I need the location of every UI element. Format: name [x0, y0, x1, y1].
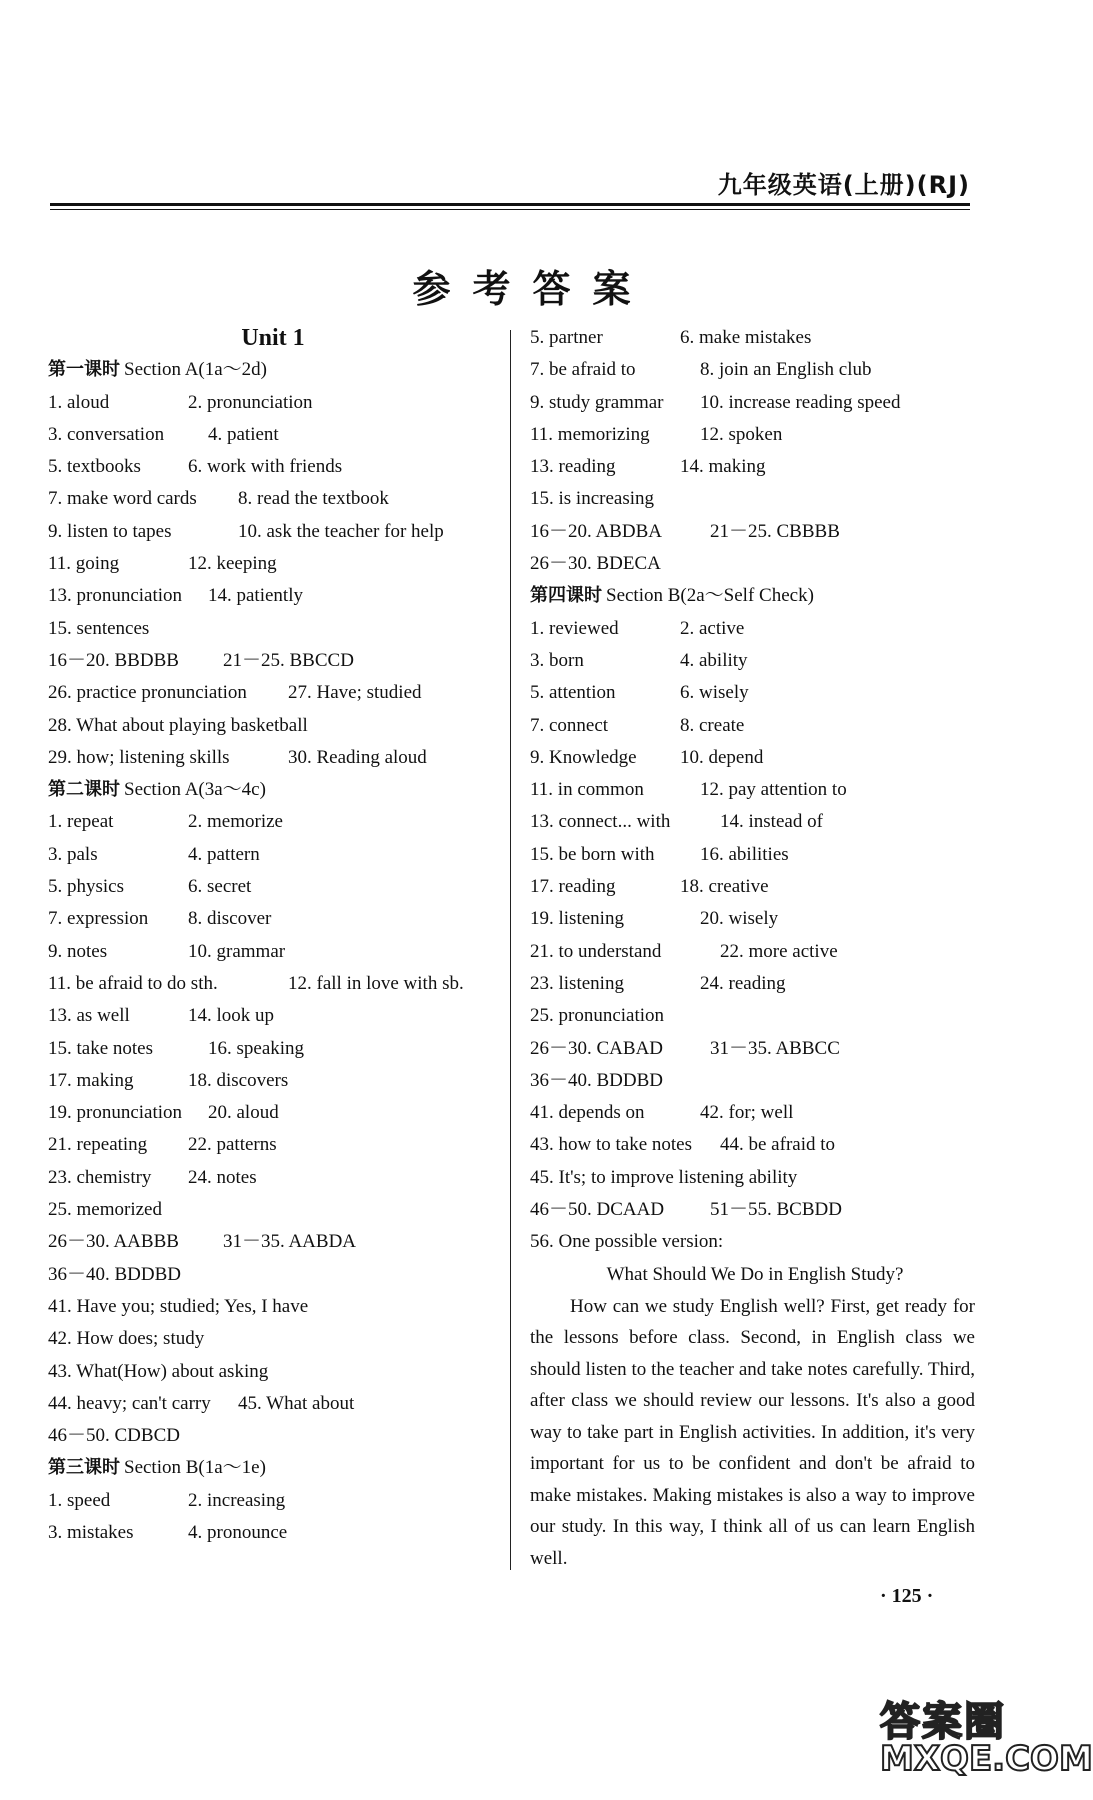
answer-item: 6. work with friends: [188, 456, 343, 478]
answer-item: 14. patiently: [208, 585, 303, 607]
section-label: 第一课时: [48, 359, 120, 381]
answer-item: 46－50. DCAAD: [530, 1199, 665, 1221]
answer-row: [48, 483, 498, 515]
answer-item: 11. in common: [530, 779, 644, 801]
answer-row: [48, 871, 498, 903]
answer-row: [530, 1065, 980, 1097]
answer-row: [48, 613, 498, 645]
answer-item: 22. more active: [720, 940, 838, 962]
answer-item: 56. One possible version:: [530, 1231, 724, 1253]
answer-item: 45. What about: [238, 1392, 355, 1414]
answer-item: 5. partner: [530, 327, 603, 348]
answer-item: 18. creative: [680, 876, 769, 898]
answer-row: [48, 839, 498, 871]
answer-item: 1. reviewed: [530, 617, 619, 639]
answer-item: 42. for; well: [700, 1102, 794, 1124]
answer-row: [48, 742, 498, 774]
answer-item: 43. What(How) about asking: [48, 1360, 269, 1382]
answer-row: [48, 387, 498, 419]
answer-item: 13. as well: [48, 1005, 130, 1027]
left-column: [48, 322, 498, 1549]
answer-item: 21－25. CBBBB: [710, 520, 840, 542]
answer-item: 4. pronounce: [188, 1521, 288, 1543]
answer-item: 22. patterns: [188, 1134, 277, 1156]
section-text: Section B(2a～Self Check): [606, 585, 814, 607]
answer-row: [48, 1356, 498, 1388]
answer-item: 12. spoken: [700, 423, 783, 445]
answer-item: 21. repeating: [48, 1134, 148, 1156]
answer-item: 11. be afraid to do sth.: [48, 972, 218, 994]
answer-item: 6. wisely: [680, 682, 749, 704]
answer-item: 1. repeat: [48, 811, 114, 833]
answer-item: 2. active: [680, 617, 745, 639]
section-label: 第二课时: [48, 779, 120, 801]
answer-row: [48, 451, 498, 483]
book-title: 九年级英语(上册)(RJ): [717, 171, 970, 199]
column-divider: [510, 330, 511, 1570]
answer-row: [530, 1162, 980, 1194]
answer-item: 14. look up: [188, 1005, 275, 1027]
answer-row: [48, 1323, 498, 1355]
answer-row: [530, 871, 980, 903]
answer-item: 9. listen to tapes: [48, 520, 172, 542]
answer-item: 4. patient: [208, 423, 279, 445]
section-text: Section A(3a～4c): [124, 779, 266, 801]
watermark-top: 答案圈: [880, 1699, 1006, 1745]
answer-item: 51－55. BCBDD: [710, 1199, 842, 1221]
answer-item: 30. Reading aloud: [288, 746, 427, 768]
answer-item: 9. Knowledge: [530, 746, 637, 768]
answer-item: 27. Have; studied: [288, 682, 422, 704]
answer-item: 3. conversation: [48, 423, 165, 445]
answer-item: 16－20. ABDBA: [530, 520, 662, 542]
watermark-logo: [880, 1690, 1093, 1795]
answer-row: [48, 806, 498, 838]
answer-item: 5. textbooks: [48, 456, 141, 478]
answer-row: [48, 1420, 498, 1452]
answer-item: 16. abilities: [700, 843, 789, 865]
answer-item: 9. study grammar: [530, 391, 664, 413]
answer-row: [48, 419, 498, 451]
answer-item: 7. be afraid to: [530, 359, 636, 381]
answer-row: [48, 1065, 498, 1097]
answer-row: [530, 483, 980, 515]
answer-item: 7. connect: [530, 714, 609, 736]
answer-item: 5. physics: [48, 876, 124, 898]
answer-item: 21－25. BBCCD: [223, 649, 354, 671]
answer-row: [48, 903, 498, 935]
section-text: Section A(1a～2d): [124, 359, 268, 381]
answer-item: 7. expression: [48, 908, 149, 930]
answer-item: 13. reading: [530, 456, 616, 478]
answer-row: [530, 387, 980, 419]
answer-item: 17. reading: [530, 876, 616, 898]
answer-row: [48, 645, 498, 677]
answer-row: [530, 968, 980, 1000]
page-title: 参考答案: [412, 267, 653, 311]
answer-item: 1. speed: [48, 1489, 111, 1511]
answer-item: 3. pals: [48, 843, 98, 865]
unit-heading: Unit 1: [241, 325, 305, 351]
answer-row: [48, 1226, 498, 1258]
answer-row: [530, 1226, 980, 1258]
answer-row: [48, 516, 498, 548]
answer-item: 13. connect... with: [530, 811, 671, 833]
answer-row: [48, 1097, 498, 1129]
answer-row: [48, 1388, 498, 1420]
answer-item: 29. how; listening skills: [48, 746, 230, 768]
answer-item: 28. What about playing basketball: [48, 714, 308, 736]
answer-item: 20. wisely: [700, 908, 779, 930]
answer-item: 15. be born with: [530, 843, 655, 865]
answer-item: 3. born: [530, 649, 584, 671]
answer-row: [530, 1033, 980, 1065]
answer-item: 44. heavy; can't carry: [48, 1392, 211, 1414]
answer-row: [530, 1097, 980, 1129]
answer-item: 10. grammar: [188, 940, 286, 962]
answer-item: 3. mistakes: [48, 1521, 134, 1543]
answer-item: 2. pronunciation: [188, 391, 313, 413]
answer-item: 31－35. ABBCC: [710, 1037, 840, 1059]
answer-row: [530, 677, 980, 709]
answer-item: 7. make word cards: [48, 488, 197, 510]
page-number: · 125 ·: [880, 1585, 934, 1607]
answer-item: 46－50. CDBCD: [48, 1425, 180, 1447]
answer-item: 25. pronunciation: [530, 1005, 665, 1027]
answer-item: 2. memorize: [188, 811, 283, 833]
section-label: 第四课时: [530, 585, 602, 607]
answer-item: 4. ability: [680, 649, 748, 671]
answer-item: 41. depends on: [530, 1102, 645, 1124]
answer-item: 10. ask the teacher for help: [238, 520, 444, 542]
answer-item: 24. reading: [700, 972, 786, 994]
answer-row: [530, 774, 980, 806]
answer-item: 41. Have you; studied; Yes, I have: [48, 1295, 309, 1317]
answer-row: [530, 1129, 980, 1161]
answer-row: [530, 548, 980, 580]
header-rule: [50, 203, 970, 206]
answer-item: 8. create: [680, 714, 745, 736]
answer-item: 4. pattern: [188, 843, 260, 865]
answer-row: [530, 516, 980, 548]
answer-item: 21. to understand: [530, 940, 662, 962]
answer-row: [48, 1033, 498, 1065]
answer-row: [48, 1129, 498, 1161]
answer-item: 8. discover: [188, 908, 272, 930]
answer-item: 26－30. BDECA: [530, 553, 661, 575]
answer-item: 25. memorized: [48, 1199, 162, 1221]
answer-item: 17. making: [48, 1069, 134, 1091]
answer-row: [48, 1194, 498, 1226]
answer-item: 10. increase reading speed: [700, 391, 901, 413]
answer-row: [530, 936, 980, 968]
section-heading: [530, 580, 980, 612]
answer-row: [48, 548, 498, 580]
answer-row: [48, 936, 498, 968]
answer-item: 15. take notes: [48, 1037, 154, 1059]
answer-item: 45. It's; to improve listening ability: [530, 1166, 798, 1188]
answer-row: [48, 968, 498, 1000]
header-rule-thin: [50, 209, 970, 210]
answer-row: [530, 322, 980, 354]
section-text: Section B(1a～1e): [124, 1457, 266, 1479]
answer-item: 14. instead of: [720, 811, 823, 833]
section-heading: [48, 354, 498, 386]
answer-item: 26－30. AABBB: [48, 1231, 179, 1253]
answer-row: [48, 1000, 498, 1032]
answer-item: 36－40. BDDBD: [48, 1263, 182, 1285]
answer-row: [530, 613, 980, 645]
answer-row: [530, 806, 980, 838]
answer-item: 18. discovers: [188, 1069, 289, 1091]
answer-item: 11. going: [48, 553, 120, 575]
answer-item: 8. join an English club: [700, 359, 872, 381]
answer-item: 23. listening: [530, 972, 624, 994]
answer-item: 2. increasing: [188, 1489, 286, 1511]
answer-item: 11. memorizing: [530, 423, 650, 445]
section-heading: [48, 1452, 498, 1484]
answer-row: [530, 645, 980, 677]
essay-title: What Should We Do in English Study?: [606, 1263, 904, 1285]
answer-row: [48, 580, 498, 612]
answer-item: 15. sentences: [48, 617, 150, 639]
answer-item: 5. attention: [530, 682, 616, 704]
answer-row: [530, 839, 980, 871]
right-column: [530, 322, 980, 1574]
answer-item: 8. read the textbook: [238, 488, 389, 510]
answer-item: 43. how to take notes: [530, 1134, 693, 1156]
answer-row: [530, 354, 980, 386]
answer-row: [530, 451, 980, 483]
answer-row: [530, 710, 980, 742]
answer-item: 14. making: [680, 456, 766, 478]
watermark-bottom: MXQE.COM: [880, 1739, 1093, 1779]
answer-item: 12. keeping: [188, 553, 277, 575]
answer-row: [48, 710, 498, 742]
answer-row: [48, 1517, 498, 1549]
answer-item: 19. pronunciation: [48, 1102, 183, 1124]
answer-item: 6. secret: [188, 876, 252, 898]
answer-item: 1. aloud: [48, 391, 110, 413]
answer-item: 42. How does; study: [48, 1328, 205, 1350]
answer-row: [48, 1259, 498, 1291]
answer-item: 20. aloud: [208, 1102, 279, 1124]
answer-item: 12. fall in love with sb.: [288, 972, 464, 994]
answer-row: [48, 677, 498, 709]
answer-item: 19. listening: [530, 908, 624, 930]
answer-row: [530, 1194, 980, 1226]
answer-item: 12. pay attention to: [700, 779, 847, 801]
answer-item: 16. speaking: [208, 1037, 305, 1059]
essay-body: How can we study English well? First, get ready for the lessons before class. Second, in English class we should listen to the teacher and take notes carefully. Third, after class we should review our lessons. It's also a good way to take part in English activities. In addition, it's very important for us to be confident and don't be afraid to make mistakes. Making mistakes is also a way to improve our study. In this way, I think all of us can learn English well.: [530, 1295, 975, 1569]
answer-row: [530, 419, 980, 451]
section-heading: [48, 774, 498, 806]
answer-item: 24. notes: [188, 1166, 257, 1188]
answer-item: 15. is increasing: [530, 488, 655, 510]
answer-item: 26－30. CABAD: [530, 1037, 664, 1059]
answer-item: 16－20. BBDBB: [48, 649, 179, 671]
answer-item: 44. be afraid to: [720, 1134, 836, 1156]
answer-row: [530, 903, 980, 935]
answer-row: [530, 742, 980, 774]
answer-item: 6. make mistakes: [680, 327, 812, 348]
answer-item: 36－40. BDDBD: [530, 1069, 664, 1091]
answer-row: [48, 1485, 498, 1517]
answer-item: 23. chemistry: [48, 1166, 152, 1188]
answer-item: 9. notes: [48, 940, 108, 962]
answer-row: [48, 1291, 498, 1323]
answer-item: 10. depend: [680, 746, 764, 768]
section-label: 第三课时: [48, 1457, 120, 1479]
answer-item: 26. practice pronunciation: [48, 682, 247, 704]
answer-item: 13. pronunciation: [48, 585, 183, 607]
answer-row: [48, 1162, 498, 1194]
answer-item: 31－35. AABDA: [223, 1231, 357, 1253]
answer-row: [530, 1000, 980, 1032]
